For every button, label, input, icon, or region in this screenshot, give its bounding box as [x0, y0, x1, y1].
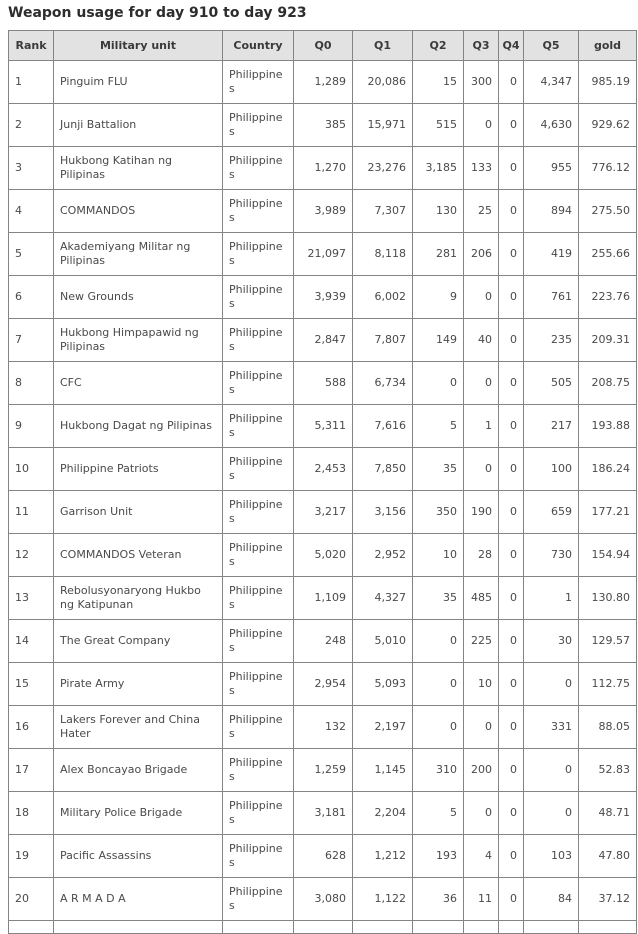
cell-q5: 1: [524, 577, 579, 620]
cell-q5: 103: [524, 835, 579, 878]
cell-gold: 130.80: [579, 577, 637, 620]
cell-country: Philippines: [223, 276, 294, 319]
cell-q2: 310: [413, 749, 464, 792]
cell-q4: 0: [499, 233, 524, 276]
cell-rank: 20: [9, 878, 54, 921]
cell-q5: 761: [524, 276, 579, 319]
cell-gold: 208.75: [579, 362, 637, 405]
cell-q4: 0: [499, 792, 524, 835]
cell-q4: 0: [499, 276, 524, 319]
cell-rank: 6: [9, 276, 54, 319]
empty-cell: [9, 921, 54, 934]
cell-country: Philippines: [223, 362, 294, 405]
cell-q3: 133: [464, 147, 499, 190]
cell-q0: 1,289: [294, 61, 353, 104]
column-header-gold: gold: [579, 31, 637, 61]
cell-q3: 4: [464, 835, 499, 878]
cell-country: Philippines: [223, 620, 294, 663]
table-row: [9, 61, 637, 104]
cell-q0: 21,097: [294, 233, 353, 276]
cell-q3: 40: [464, 319, 499, 362]
cell-q1: 15,971: [353, 104, 413, 147]
cell-q0: 2,453: [294, 448, 353, 491]
cell-q3: 300: [464, 61, 499, 104]
cell-q1: 2,197: [353, 706, 413, 749]
table-row: [9, 620, 637, 663]
empty-cell: [223, 921, 294, 934]
cell-q1: 5,093: [353, 663, 413, 706]
cell-q1: 23,276: [353, 147, 413, 190]
cell-q5: 30: [524, 620, 579, 663]
cell-country: Philippines: [223, 706, 294, 749]
cell-q0: 3,989: [294, 190, 353, 233]
cell-gold: 223.76: [579, 276, 637, 319]
cell-military-unit: Alex Boncayao Brigade: [54, 749, 223, 792]
cell-rank: 12: [9, 534, 54, 577]
column-header-q1: Q1: [353, 31, 413, 61]
cell-q5: 0: [524, 663, 579, 706]
cell-q1: 6,002: [353, 276, 413, 319]
cell-military-unit: Rebolusyonaryong Hukbo ng Katipunan: [54, 577, 223, 620]
table-row: [9, 448, 637, 491]
cell-gold: 37.12: [579, 878, 637, 921]
cell-country: Philippines: [223, 147, 294, 190]
cell-q0: 3,217: [294, 491, 353, 534]
table-row: [9, 147, 637, 190]
cell-q1: 7,807: [353, 319, 413, 362]
cell-military-unit: Pinguim FLU: [54, 61, 223, 104]
cell-gold: 154.94: [579, 534, 637, 577]
cell-q2: 35: [413, 448, 464, 491]
column-header-rank: Rank: [9, 31, 54, 61]
cell-q4: 0: [499, 405, 524, 448]
cell-q2: 35: [413, 577, 464, 620]
cell-country: Philippines: [223, 491, 294, 534]
cell-military-unit: Hukbong Himpapawid ng Pilipinas: [54, 319, 223, 362]
cell-country: Philippines: [223, 405, 294, 448]
cell-rank: 11: [9, 491, 54, 534]
cell-q2: 0: [413, 362, 464, 405]
cell-military-unit: Hukbong Dagat ng Pilipinas: [54, 405, 223, 448]
partial-next-row: [9, 921, 637, 934]
cell-q5: 659: [524, 491, 579, 534]
cell-gold: 112.75: [579, 663, 637, 706]
cell-q3: 0: [464, 448, 499, 491]
table-row: [9, 104, 637, 147]
column-header-q4: Q4: [499, 31, 524, 61]
cell-q3: 190: [464, 491, 499, 534]
cell-q4: 0: [499, 577, 524, 620]
cell-q0: 1,109: [294, 577, 353, 620]
cell-q4: 0: [499, 362, 524, 405]
cell-q2: 15: [413, 61, 464, 104]
cell-military-unit: Garrison Unit: [54, 491, 223, 534]
empty-cell: [413, 921, 464, 934]
column-header-q2: Q2: [413, 31, 464, 61]
cell-q2: 193: [413, 835, 464, 878]
cell-q4: 0: [499, 61, 524, 104]
cell-rank: 2: [9, 104, 54, 147]
cell-q3: 0: [464, 792, 499, 835]
cell-q2: 36: [413, 878, 464, 921]
table-row: [9, 706, 637, 749]
cell-q5: 100: [524, 448, 579, 491]
cell-military-unit: COMMANDOS Veteran: [54, 534, 223, 577]
cell-q3: 0: [464, 104, 499, 147]
cell-q3: 0: [464, 706, 499, 749]
cell-military-unit: Hukbong Katihan ng Pilipinas: [54, 147, 223, 190]
cell-rank: 16: [9, 706, 54, 749]
cell-q5: 894: [524, 190, 579, 233]
cell-rank: 19: [9, 835, 54, 878]
cell-country: Philippines: [223, 104, 294, 147]
cell-military-unit: The Great Company: [54, 620, 223, 663]
table-row: [9, 276, 637, 319]
cell-q1: 3,156: [353, 491, 413, 534]
cell-q2: 149: [413, 319, 464, 362]
cell-q1: 7,307: [353, 190, 413, 233]
table-row: [9, 577, 637, 620]
cell-rank: 17: [9, 749, 54, 792]
cell-gold: 48.71: [579, 792, 637, 835]
cell-q3: 0: [464, 362, 499, 405]
cell-gold: 193.88: [579, 405, 637, 448]
cell-country: Philippines: [223, 878, 294, 921]
cell-q2: 0: [413, 706, 464, 749]
cell-q0: 1,259: [294, 749, 353, 792]
cell-rank: 3: [9, 147, 54, 190]
column-header-military-unit: Military unit: [54, 31, 223, 61]
cell-gold: 776.12: [579, 147, 637, 190]
cell-gold: 52.83: [579, 749, 637, 792]
table-row: [9, 362, 637, 405]
cell-q4: 0: [499, 534, 524, 577]
cell-q0: 3,181: [294, 792, 353, 835]
cell-gold: 985.19: [579, 61, 637, 104]
cell-q5: 955: [524, 147, 579, 190]
cell-military-unit: Philippine Patriots: [54, 448, 223, 491]
table-body: [9, 61, 637, 934]
cell-q4: 0: [499, 706, 524, 749]
cell-military-unit: Junji Battalion: [54, 104, 223, 147]
cell-q2: 130: [413, 190, 464, 233]
cell-q5: 331: [524, 706, 579, 749]
table-row: [9, 491, 637, 534]
cell-q0: 2,954: [294, 663, 353, 706]
cell-country: Philippines: [223, 534, 294, 577]
cell-military-unit: New Grounds: [54, 276, 223, 319]
cell-gold: 177.21: [579, 491, 637, 534]
table-row: [9, 749, 637, 792]
cell-q3: 225: [464, 620, 499, 663]
cell-q4: 0: [499, 448, 524, 491]
cell-rank: 10: [9, 448, 54, 491]
table-row: [9, 878, 637, 921]
cell-q1: 1,145: [353, 749, 413, 792]
cell-country: Philippines: [223, 61, 294, 104]
cell-q3: 10: [464, 663, 499, 706]
cell-q5: 505: [524, 362, 579, 405]
cell-q2: 0: [413, 663, 464, 706]
cell-country: Philippines: [223, 749, 294, 792]
cell-q3: 200: [464, 749, 499, 792]
cell-q4: 0: [499, 104, 524, 147]
cell-rank: 7: [9, 319, 54, 362]
cell-q2: 3,185: [413, 147, 464, 190]
cell-q5: 730: [524, 534, 579, 577]
table-row: [9, 835, 637, 878]
cell-q0: 588: [294, 362, 353, 405]
cell-military-unit: A R M A D A: [54, 878, 223, 921]
cell-rank: 13: [9, 577, 54, 620]
cell-q4: 0: [499, 878, 524, 921]
cell-q4: 0: [499, 835, 524, 878]
cell-q5: 0: [524, 749, 579, 792]
page-title: Weapon usage for day 910 to day 923: [8, 5, 307, 21]
cell-military-unit: CFC: [54, 362, 223, 405]
table-row: [9, 405, 637, 448]
cell-q5: 4,347: [524, 61, 579, 104]
cell-q3: 25: [464, 190, 499, 233]
cell-rank: 4: [9, 190, 54, 233]
table-row: [9, 534, 637, 577]
column-header-q3: Q3: [464, 31, 499, 61]
empty-cell: [464, 921, 499, 934]
cell-q4: 0: [499, 319, 524, 362]
table-row: [9, 190, 637, 233]
cell-gold: 275.50: [579, 190, 637, 233]
cell-military-unit: Pacific Assassins: [54, 835, 223, 878]
cell-country: Philippines: [223, 835, 294, 878]
cell-q0: 628: [294, 835, 353, 878]
cell-q4: 0: [499, 620, 524, 663]
column-header-q5: Q5: [524, 31, 579, 61]
cell-q4: 0: [499, 749, 524, 792]
cell-q0: 3,080: [294, 878, 353, 921]
cell-q0: 248: [294, 620, 353, 663]
cell-q3: 1: [464, 405, 499, 448]
table-row: [9, 792, 637, 835]
cell-country: Philippines: [223, 792, 294, 835]
cell-rank: 9: [9, 405, 54, 448]
cell-q4: 0: [499, 491, 524, 534]
cell-rank: 8: [9, 362, 54, 405]
cell-rank: 15: [9, 663, 54, 706]
cell-q2: 9: [413, 276, 464, 319]
cell-q0: 5,311: [294, 405, 353, 448]
cell-q1: 1,212: [353, 835, 413, 878]
table-row: [9, 233, 637, 276]
cell-q1: 7,850: [353, 448, 413, 491]
cell-country: Philippines: [223, 448, 294, 491]
header-row: [9, 31, 637, 61]
cell-q0: 132: [294, 706, 353, 749]
cell-q3: 28: [464, 534, 499, 577]
cell-gold: 209.31: [579, 319, 637, 362]
cell-q1: 2,952: [353, 534, 413, 577]
cell-q3: 11: [464, 878, 499, 921]
cell-rank: 18: [9, 792, 54, 835]
weapon-usage-table: [8, 30, 637, 934]
cell-rank: 5: [9, 233, 54, 276]
column-header-q0: Q0: [294, 31, 353, 61]
cell-q4: 0: [499, 663, 524, 706]
cell-military-unit: Akademiyang Militar ng Pilipinas: [54, 233, 223, 276]
cell-gold: 255.66: [579, 233, 637, 276]
cell-q1: 4,327: [353, 577, 413, 620]
cell-q5: 217: [524, 405, 579, 448]
cell-q3: 485: [464, 577, 499, 620]
empty-cell: [294, 921, 353, 934]
cell-country: Philippines: [223, 663, 294, 706]
cell-q5: 235: [524, 319, 579, 362]
cell-q1: 6,734: [353, 362, 413, 405]
cell-q2: 5: [413, 405, 464, 448]
cell-q1: 5,010: [353, 620, 413, 663]
cell-q0: 385: [294, 104, 353, 147]
cell-rank: 14: [9, 620, 54, 663]
empty-cell: [524, 921, 579, 934]
table-row: [9, 319, 637, 362]
cell-country: Philippines: [223, 319, 294, 362]
empty-cell: [499, 921, 524, 934]
cell-military-unit: COMMANDOS: [54, 190, 223, 233]
cell-q0: 5,020: [294, 534, 353, 577]
cell-q2: 0: [413, 620, 464, 663]
cell-military-unit: Military Police Brigade: [54, 792, 223, 835]
cell-q0: 1,270: [294, 147, 353, 190]
cell-q5: 0: [524, 792, 579, 835]
cell-q0: 2,847: [294, 319, 353, 362]
empty-cell: [54, 921, 223, 934]
cell-q3: 0: [464, 276, 499, 319]
cell-q3: 206: [464, 233, 499, 276]
cell-q1: 7,616: [353, 405, 413, 448]
cell-military-unit: Pirate Army: [54, 663, 223, 706]
cell-q2: 515: [413, 104, 464, 147]
cell-q4: 0: [499, 190, 524, 233]
cell-q1: 2,204: [353, 792, 413, 835]
cell-q1: 20,086: [353, 61, 413, 104]
cell-rank: 1: [9, 61, 54, 104]
cell-gold: 88.05: [579, 706, 637, 749]
cell-q5: 4,630: [524, 104, 579, 147]
cell-q0: 3,939: [294, 276, 353, 319]
cell-country: Philippines: [223, 233, 294, 276]
empty-cell: [353, 921, 413, 934]
cell-military-unit: Lakers Forever and China Hater: [54, 706, 223, 749]
column-header-country: Country: [223, 31, 294, 61]
cell-q2: 10: [413, 534, 464, 577]
empty-cell: [579, 921, 637, 934]
cell-q1: 1,122: [353, 878, 413, 921]
cell-q2: 5: [413, 792, 464, 835]
cell-q2: 281: [413, 233, 464, 276]
cell-gold: 129.57: [579, 620, 637, 663]
cell-q2: 350: [413, 491, 464, 534]
table-row: [9, 663, 637, 706]
cell-q5: 419: [524, 233, 579, 276]
cell-gold: 186.24: [579, 448, 637, 491]
cell-gold: 47.80: [579, 835, 637, 878]
cell-gold: 929.62: [579, 104, 637, 147]
cell-q4: 0: [499, 147, 524, 190]
cell-country: Philippines: [223, 190, 294, 233]
cell-q1: 8,118: [353, 233, 413, 276]
cell-country: Philippines: [223, 577, 294, 620]
cell-q5: 84: [524, 878, 579, 921]
